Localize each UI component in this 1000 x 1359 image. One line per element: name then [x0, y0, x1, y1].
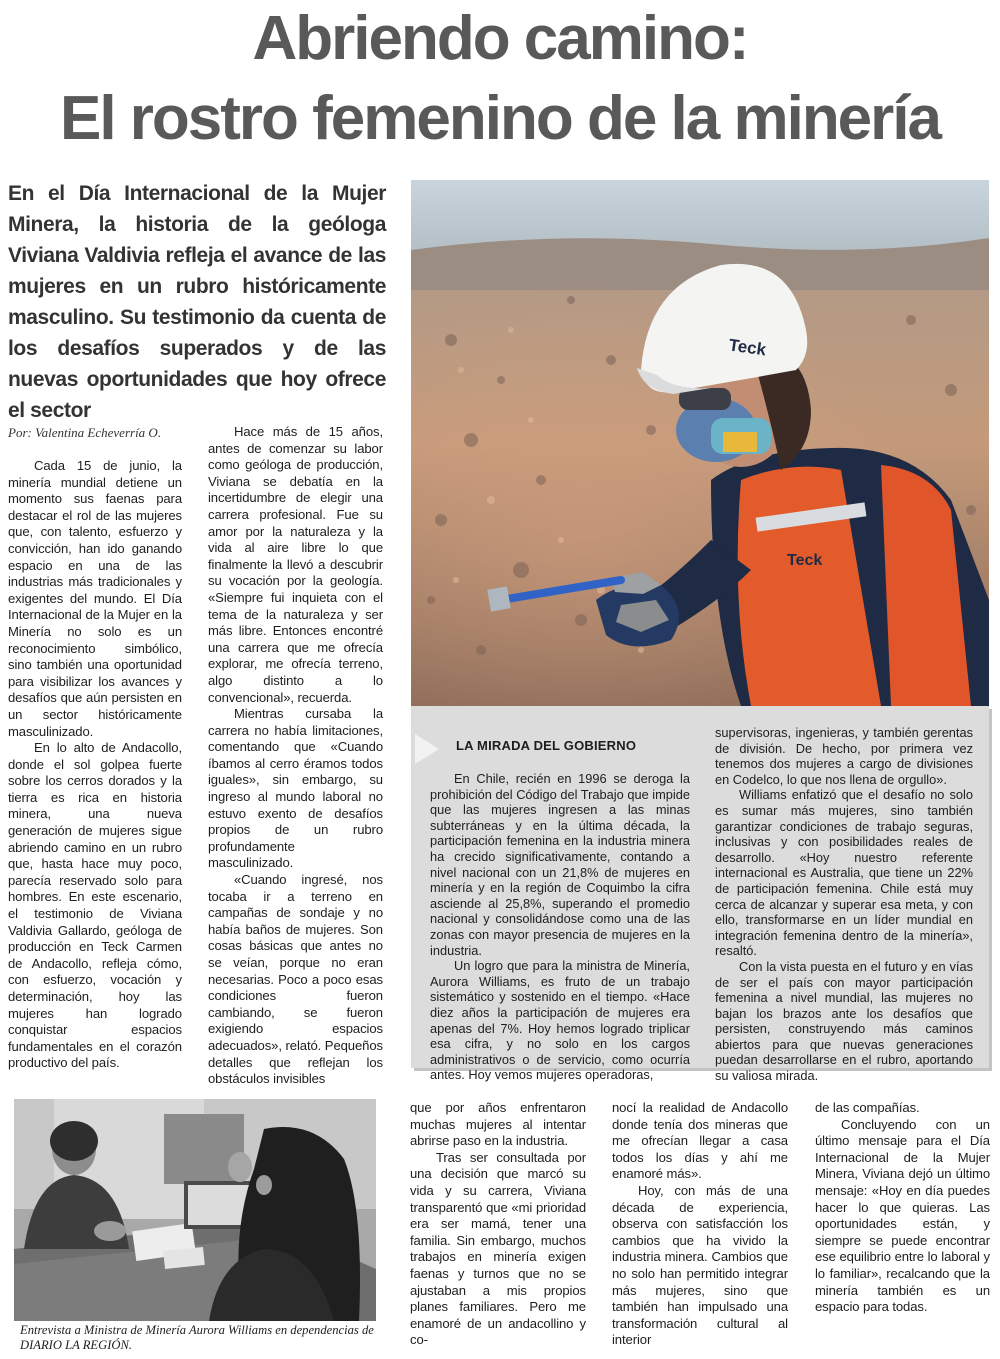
- byline: Por: Valentina Echeverría O.: [8, 425, 162, 440]
- paragraph: Williams enfatizó que el desafío no solo es sumar más mujeres, sino también garantizar condiciones de trabajo seguras, inclusivas y con posibilidades reales de desarrollo. «Hoy nuestro referente internacional es Australia, que tiene un 22% de participación femenina. Chile está muy cerca de alcanzar y superar esa meta, y con ello, transformarse en un líder mundial en integración femenina dentro de la minería», resaltó.: [715, 787, 973, 959]
- paragraph: En Chile, recién en 1996 se deroga la prohibición del Código del Trabajo que impide que las mujeres ingresen a las minas subterráneas y en la última década, la participación femenina en la industria minera ha crecido significativamente, contando a nivel nacional con un 21,8% de mujeres en minería y en la región de Coquimbo la cifra asciende al 25,8%, superando el promedio nacional y consolidándose como una de las zonas con mayor presencia de mujeres en la industria.: [430, 771, 690, 958]
- paragraph: supervisoras, ingenieras, y también gerentas de división. De hecho, por primera vez tenemos dos mujeres a cargo de divisiones en Codelco, lo que nos llena de orgullo».: [715, 725, 973, 787]
- helmet-logo: Teck: [727, 335, 768, 360]
- paragraph: Un logro que para la ministra de Minería, Aurora Williams, es fruto de un trabajo sistemático y sostenido en el tiempo. «Hace diez años la participación de mujeres era apenas del 7%. Hoy hemos logrado triplicar esa cifra, y no solo en los cargos administrativos o de servicio, como ocurría antes. Hoy vemos mujeres operadoras,: [430, 958, 690, 1083]
- interview-illustration: [14, 1099, 376, 1321]
- paragraph: Hoy, con más de una década de experiencia, observa con satisfacción los cambios que ha vivido la industria minera. Cambios que no solo han permitido integrar más mujeres, sino que también han impulsado una transformación cultural al interior: [612, 1182, 788, 1348]
- paragraph: Tras ser consultada por una decisión que marcó su vida y su carrera, Viviana transparentó que «mi prioridad era ser mamá, tener una familia. Sin embargo, muchos trabajos en minería exigen faenas y turnos que no se ajustaban a mis propios planes familiares. Pero me enamoré de un andacollino y co-: [410, 1149, 586, 1348]
- headline-line-2: El rostro femenino de la minería: [59, 84, 941, 153]
- paragraph: nocí la realidad de Andacollo donde tenía dos mineras que me ofrecían llegar a casa todos los días y ahí me enamoré más».: [612, 1100, 788, 1182]
- headline-line-1: Abriendo camino:: [252, 4, 748, 73]
- geologist-illustration: [411, 180, 989, 706]
- paragraph: Cada 15 de junio, la minería mundial detiene un momento sus faenas para destacar el rol de las mujeres que, con talento, esfuerzo y convicción, han ido ganando espacio en una de las industrias más tradicionales y exigentes del mundo. El Día Internacional de la Mujer en la Minería no solo es un reconocimiento simbólico, sino también una oportunidad para visibilizar los avances y desafíos que aún persisten en un sector históricamente masculinizado.: [8, 458, 182, 739]
- body-column-1: [8, 458, 182, 1072]
- paragraph: Con la vista puesta en el futuro y en vías de ser el país con mayor participación femenina a nivel mundial, las mujeres no bajan los brazos ante los desafíos que persisten, construyendo más caminos abiertos para que nuevas generaciones puedan desarrollarse en el rubro, aportando su valiosa mirada.: [715, 958, 973, 1084]
- sidebar-column-1: [430, 771, 690, 1083]
- lead-paragraph: En el Día Internacional de la Mujer Minera, la historia de la geóloga Viviana Valdivia refleja el avance de las mujeres en un rubro históricamente masculino. Su testimonio da cuenta de los desafíos superados y de las nuevas oportunidades que hoy ofrece el sector: [8, 182, 386, 422]
- body-column-3: [410, 1100, 586, 1349]
- sidebar-arrow-icon: [415, 734, 443, 764]
- sidebar-title: LA MIRADA DEL GOBIERNO: [456, 738, 637, 753]
- paragraph: Concluyendo con un último mensaje para el Día Internacional de la Mujer Minera, Viviana dejó un último mensaje: «Hoy en día puedes hacer lo que quieras. Las oportunidades están, y siempre se puede encontrar ese equilibrio entre lo laboral y lo familiar», recalcando que la minería también es un espacio para todas.: [815, 1116, 990, 1315]
- body-column-4: [612, 1100, 788, 1349]
- paragraph: que por años enfrentaron muchas mujeres al intentar abrirse paso en la industria.: [410, 1100, 586, 1149]
- photo-caption: Entrevista a Ministra de Minería Aurora Williams en dependencias de DIARIO LA REGIÓN.: [20, 1323, 374, 1352]
- main-photo-geologist: [411, 180, 989, 706]
- body-column-5: [815, 1100, 990, 1316]
- vest-logo: Teck: [787, 552, 823, 569]
- sidebar-column-2: [715, 725, 973, 1084]
- interview-photo: [14, 1099, 376, 1321]
- paragraph: de las compañías.: [815, 1100, 920, 1115]
- paragraph: En lo alto de Andacollo, donde el sol golpea fuerte sobre los cerros dorados y la tierra es rica en historia minera, una nueva generación de mujeres sigue abriendo camino en un rubro que, hasta hace muy poco, parecía reservado solo para hombres. En este escenario, el testimonio de Viviana Valdivia Gallardo, geóloga de producción en Teck Carmen de Andacollo, refleja cómo, con esfuerzo, vocación y determinación, hoy las mujeres han logrado conquistar espacios fundamentales en el corazón productivo del país.: [8, 740, 182, 1071]
- body-column-2: [208, 424, 383, 1088]
- paragraph: Hace más de 15 años, antes de comenzar su labor como geóloga de producción, Viviana se debatía en la incertidumbre de elegir una carrera profesional. Fue su amor por la naturaleza y la vida al aire libre lo que finalmente la llevó a descubrir su vocación por la geología. «Siempre fui inquieta con el tema de la naturaleza y ser más libre. Entonces encontré una carrera que me ofrecía explorar, me ofrecía terreno, algo distinto a lo convencional», recuerda.: [208, 424, 383, 705]
- paragraph: «Cuando ingresé, nos tocaba ir a terreno en campañas de sondaje y no había baños de mujeres. Son cosas básicas que antes no se veían, porque no eran necesarias. Poco a poco esas condiciones fueron cambiando, se fueron exigiendo espacios adecuados», relató. Pequeños detalles que reflejan los obstáculos invisibles: [208, 872, 383, 1087]
- paragraph: Mientras cursaba la carrera no había limitaciones, comentando que «Cuando íbamos al cerro éramos todos iguales», sin embargo, su ingreso al mundo laboral no estuvo exento de desafíos propios de un rubro profundamente masculinizado.: [208, 706, 383, 871]
